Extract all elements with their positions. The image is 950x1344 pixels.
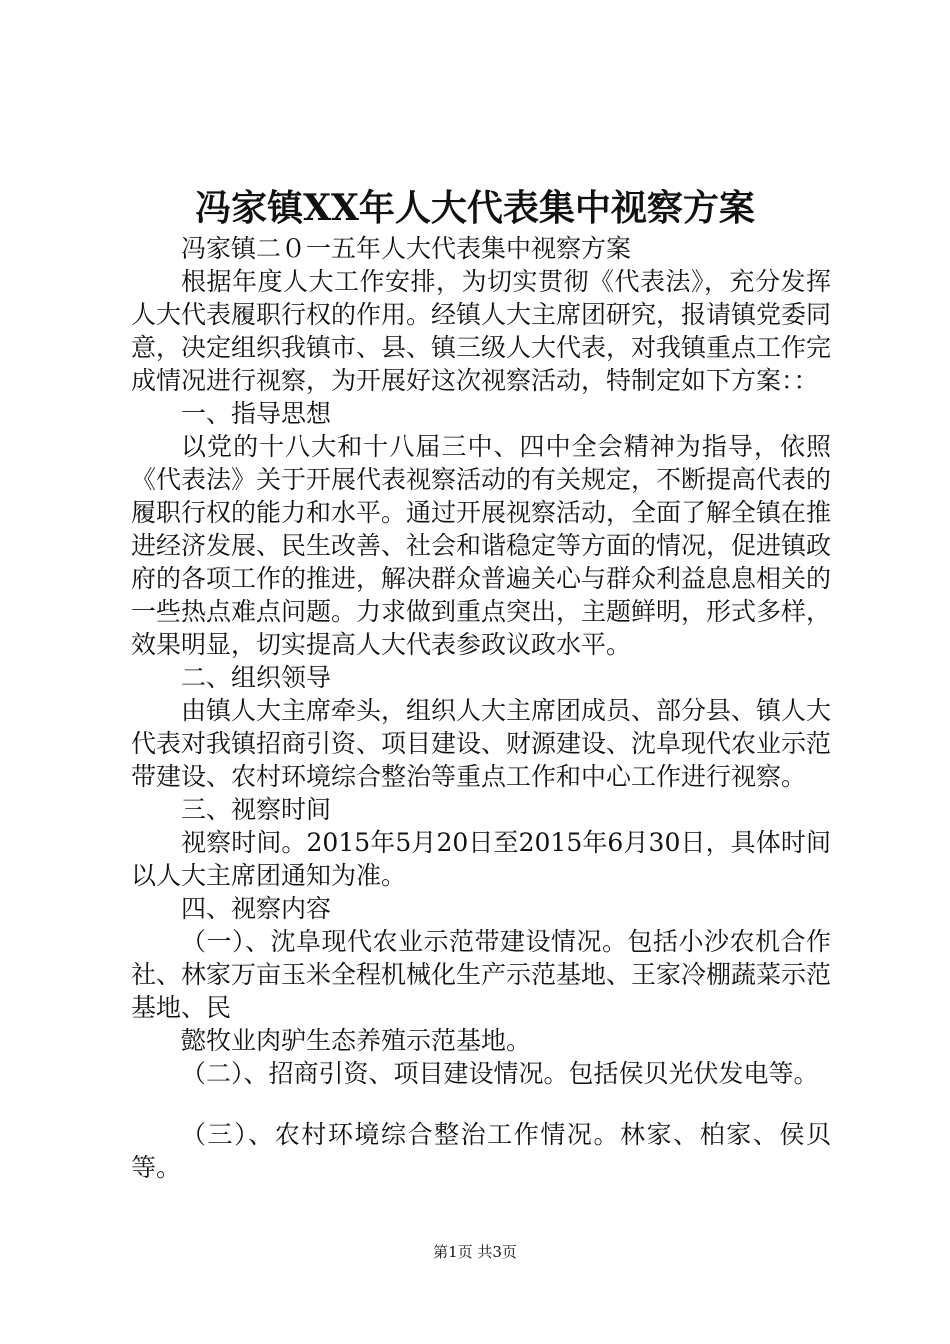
section-heading-guiding-ideology: 一、指导思想 (181, 399, 332, 428)
paragraph-inspection-time: 视察时间。2015年5月20日至2015年6月30日，具体时间以人大主席团通知为准。 (131, 828, 831, 890)
section-heading-inspection-content: 四、视察内容 (181, 894, 332, 923)
paragraph-content-item-3: （三）、农村环境综合整治工作情况。林家、柏家、侯贝等。 (131, 1120, 831, 1182)
paragraph-organization: 由镇人大主席牵头，组织人大主席团成员、部分县、镇人大代表对我镇招商引资、项目建设、财源建设、沈阜现代农业示范带建设、农村环境综合整治等重点工作和中心工作进行视察。 (131, 696, 832, 791)
document-title: 冯家镇XX年人大代表集中视察方案 (195, 187, 755, 229)
paragraph-intro: 根据年度人大工作安排，为切实贯彻《代表法》，充分发挥人大代表履职行权的作用。经镇人大主席团研究，报请镇党委同意，决定组织我镇市、县、镇三级人大代表，对我镇重点工作完成情况进行视察，为开展好这次视察活动，特制定如下方案：： (131, 267, 832, 395)
section-heading-organization: 二、组织领导 (181, 663, 332, 692)
section-heading-inspection-time: 三、视察时间 (181, 795, 332, 824)
paragraph-content-item-1: （一）、沈阜现代农业示范带建设情况。包括小沙农机合作社、林家万亩玉米全程机械化生产示范基地、王家冷棚蔬菜示范基地、民 (131, 927, 832, 1022)
page-number-footer: 第1页 共3页 (433, 1243, 517, 1261)
document-body (131, 232, 831, 1184)
paragraph-guiding-ideology: 以党的十八大和十八届三中、四中全会精神为指导，依照《代表法》关于开展代表视察活动的有关规定，不断提高代表的履职行权的能力和水平。通过开展视察活动，全面了解全镇在推进经济发展、民生改善、社会和谐稳定等方面的情况，促进镇政府的各项工作的推进，解决群众普遍关心与群众利益息息相关的一些热点难点问题。力求做到重点突出，主题鲜明，形式多样，效果明显，切实提高人大代表参政议政水平。 (131, 432, 832, 659)
paragraph-content-item-2: （二）、招商引资、项目建设情况。包括侯贝光伏发电等。 (181, 1059, 819, 1088)
paragraph-subtitle: 冯家镇二０一五年人大代表集中视察方案 (181, 234, 632, 263)
paragraph-content-item-1-continued: 懿牧业肉驴生态养殖示范基地。 (181, 1026, 532, 1055)
